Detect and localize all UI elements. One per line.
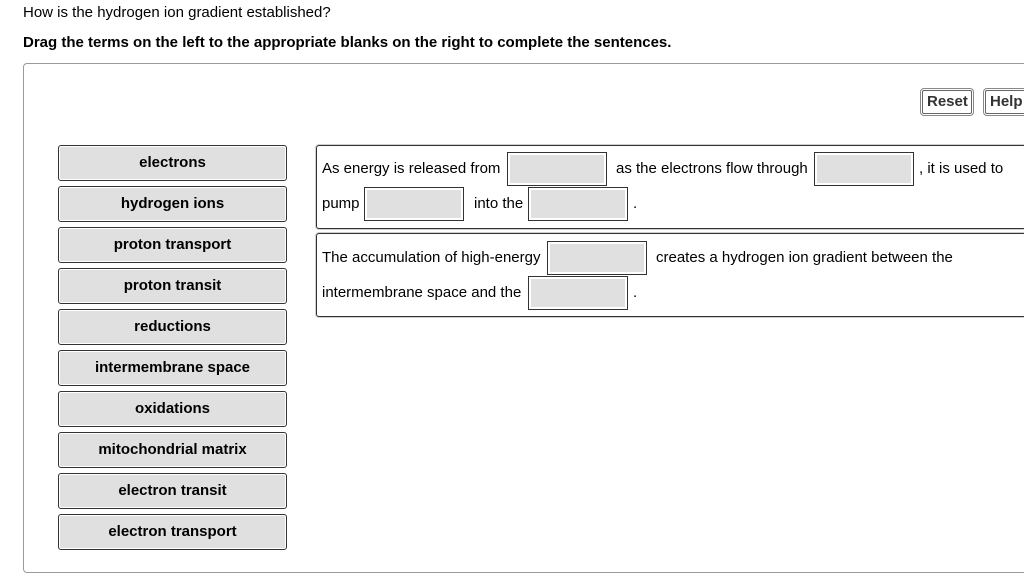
term-intermembrane-space[interactable]: intermembrane space — [58, 350, 287, 386]
sentence-1-text-2: as the electrons flow through — [616, 160, 808, 177]
term-electron-transit[interactable]: electron transit — [58, 473, 287, 509]
term-oxidations[interactable]: oxidations — [58, 391, 287, 427]
term-reductions[interactable]: reductions — [58, 309, 287, 345]
instruction-text: Drag the terms on the left to the appropriate blanks on the right to complete the sentences. — [23, 34, 672, 51]
blank-3[interactable] — [364, 187, 464, 221]
term-electron-transport[interactable]: electron transport — [58, 514, 287, 550]
sentence-2-text-3: intermembrane space and the — [322, 284, 522, 301]
reset-button[interactable]: Reset — [922, 90, 972, 114]
term-electrons[interactable]: electrons — [58, 145, 287, 181]
term-proton-transport[interactable]: proton transport — [58, 227, 287, 263]
sentence-1-text-3: , it is used to — [919, 160, 1004, 177]
term-hydrogen-ions[interactable]: hydrogen ions — [58, 186, 287, 222]
sentence-1-text-1: As energy is released from — [322, 160, 501, 177]
sentence-1-text-4: pump — [322, 195, 360, 212]
sentence-2-text-1: The accumulation of high-energy — [322, 249, 541, 266]
blank-6[interactable] — [528, 276, 628, 310]
sentence-2-text-2: creates a hydrogen ion gradient between the — [656, 249, 953, 266]
question-text: How is the hydrogen ion gradient established? — [23, 4, 331, 21]
help-button[interactable]: Help — [985, 90, 1024, 114]
sentence-1-text-5: into the — [474, 195, 524, 212]
term-proton-transit[interactable]: proton transit — [58, 268, 287, 304]
blank-1[interactable] — [507, 152, 607, 186]
sentence-1-text-6: . — [633, 195, 638, 212]
term-mitochondrial-matrix[interactable]: mitochondrial matrix — [58, 432, 287, 468]
sentence-2-text-4: . — [633, 284, 638, 301]
blank-5[interactable] — [547, 241, 647, 275]
blank-4[interactable] — [528, 187, 628, 221]
term-bank — [58, 145, 287, 555]
sentence-1 — [316, 145, 1024, 229]
sentence-2 — [316, 233, 1024, 317]
blank-2[interactable] — [814, 152, 914, 186]
